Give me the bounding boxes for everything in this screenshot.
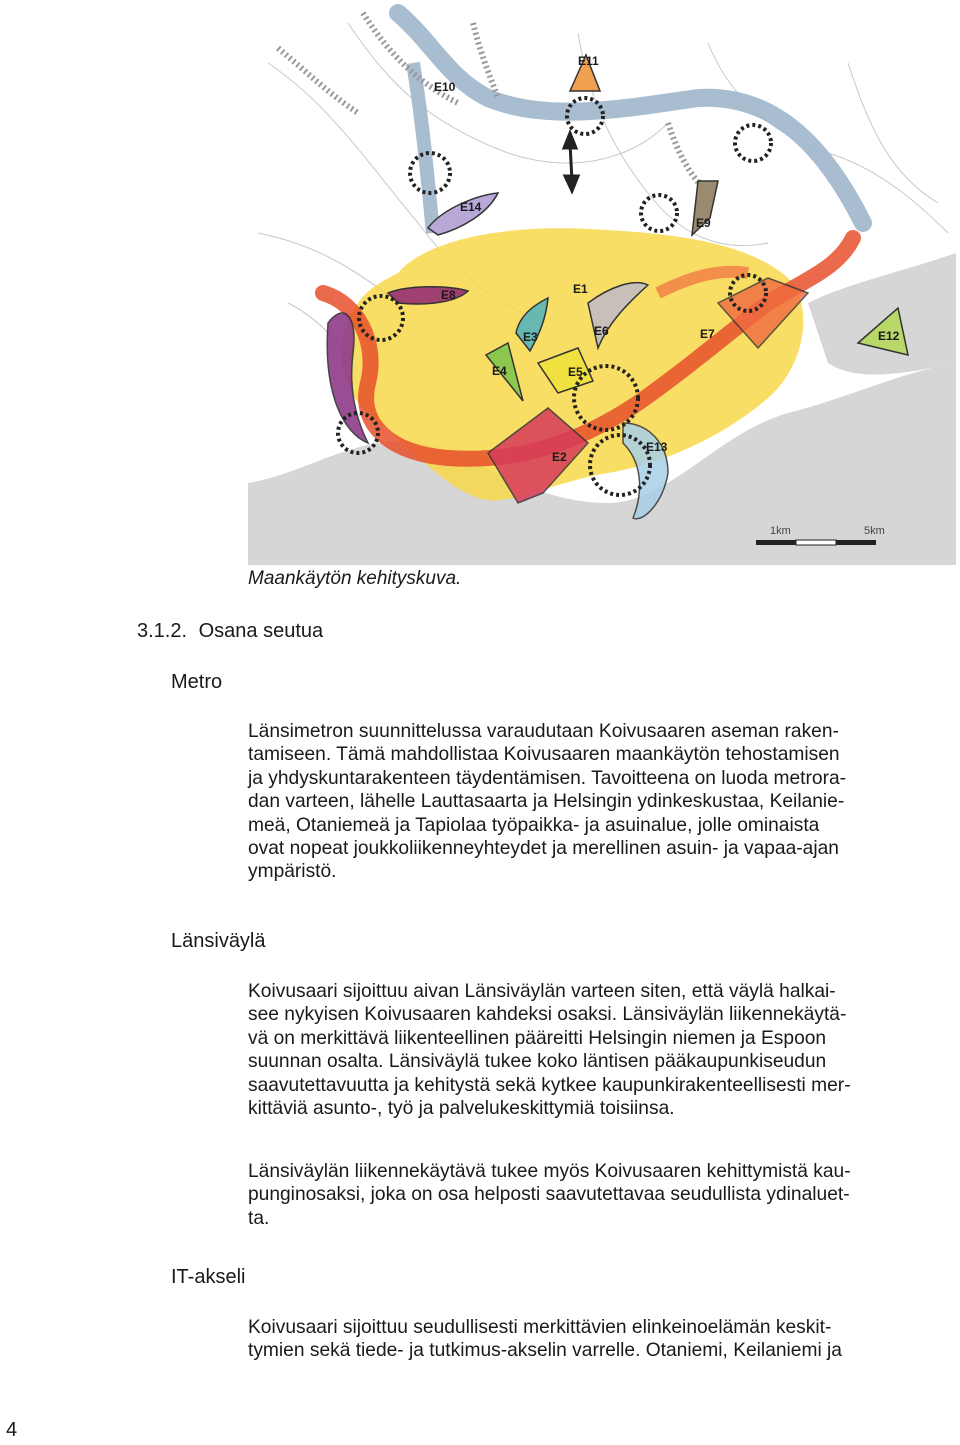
side-label-it-akseli: IT-akseli — [171, 1266, 246, 1288]
label-e5: E5 — [568, 365, 583, 379]
section-title: Osana seutua — [198, 620, 324, 642]
label-e3: E3 — [523, 330, 538, 344]
paragraph-metro: Länsimetron suunnittelussa varaudutaan Koivusaaren aseman raken- tamiseen. Tämä mahdollistaa Koivusaaren maankäytön tehostamisen ja yhdyskuntarakenteen täydentämisen. Tavoitteena on luoda metrora- dan varteen, lähelle Lauttasaarta ja Helsingin ydinkeskustaa, Keilanie- meä, Otaniemeä ja Tapiolaa työpaikka- ja asuinalue, jolle ominaista ovat nopeat joukkoliikenneyhteydet ja merellinen asuin- ja vapaa-ajan ympäristö. — [248, 721, 847, 883]
label-e2: E2 — [552, 450, 567, 464]
label-e14: E14 — [460, 200, 482, 214]
page-number: 4 — [6, 1419, 18, 1441]
paragraph-it-akseli: Koivusaari sijoittuu seudullisesti merkittävien elinkeinoelämän keskit- tymien sekä tiede- ja tutkimus-akselin varrelle. Otaniemi, Keilaniemi ja — [248, 1317, 842, 1362]
scale-label-1km: 1km — [770, 525, 791, 537]
section-number: 3.1.2. — [137, 620, 188, 642]
development-map-figure — [248, 3, 956, 565]
label-e4: E4 — [492, 364, 507, 378]
label-e12: E12 — [878, 329, 900, 343]
section-heading — [137, 618, 323, 644]
label-e7: E7 — [700, 327, 715, 341]
label-e9: E9 — [696, 216, 711, 230]
scale-label-5km: 5km — [864, 525, 885, 537]
label-e13: E13 — [646, 440, 668, 454]
side-label-metro: Metro — [171, 671, 223, 693]
label-e1: E1 — [573, 282, 588, 296]
side-label-lansivayla: Länsiväylä — [171, 930, 266, 952]
figure-caption: Maankäytön kehityskuva. — [248, 568, 462, 589]
label-e6: E6 — [594, 324, 609, 338]
label-e11: E11 — [578, 54, 599, 68]
label-e10: E10 — [434, 80, 456, 94]
paragraph-lansivayla-2: Länsiväylän liikennekäytävä tukee myös Koivusaaren kehittymistä kau- punginosaksi, joka on osa helposti saavutettavaa seudullista ydinaluet- ta. — [248, 1161, 851, 1229]
label-e8: E8 — [441, 288, 456, 302]
paragraph-lansivayla-1: Koivusaari sijoittuu aivan Länsiväylän varteen siten, että väylä halkai- see nykyisen Koivusaaren kahdeksi osaksi. Länsiväylän liikennekäytä- vä on merkittävä liikenteellinen pääreitti Helsingin niemen ja Espoon suunnan osalta. Länsiväylä tukee koko läntisen pääkaupunkiseudun saavutettavuutta ja kehitystä sekä kytkee kaupunkirakenteellisesti mer- kittäviä asunto-, työ ja palvelukeskittymiä toisiinsa. — [248, 981, 851, 1120]
